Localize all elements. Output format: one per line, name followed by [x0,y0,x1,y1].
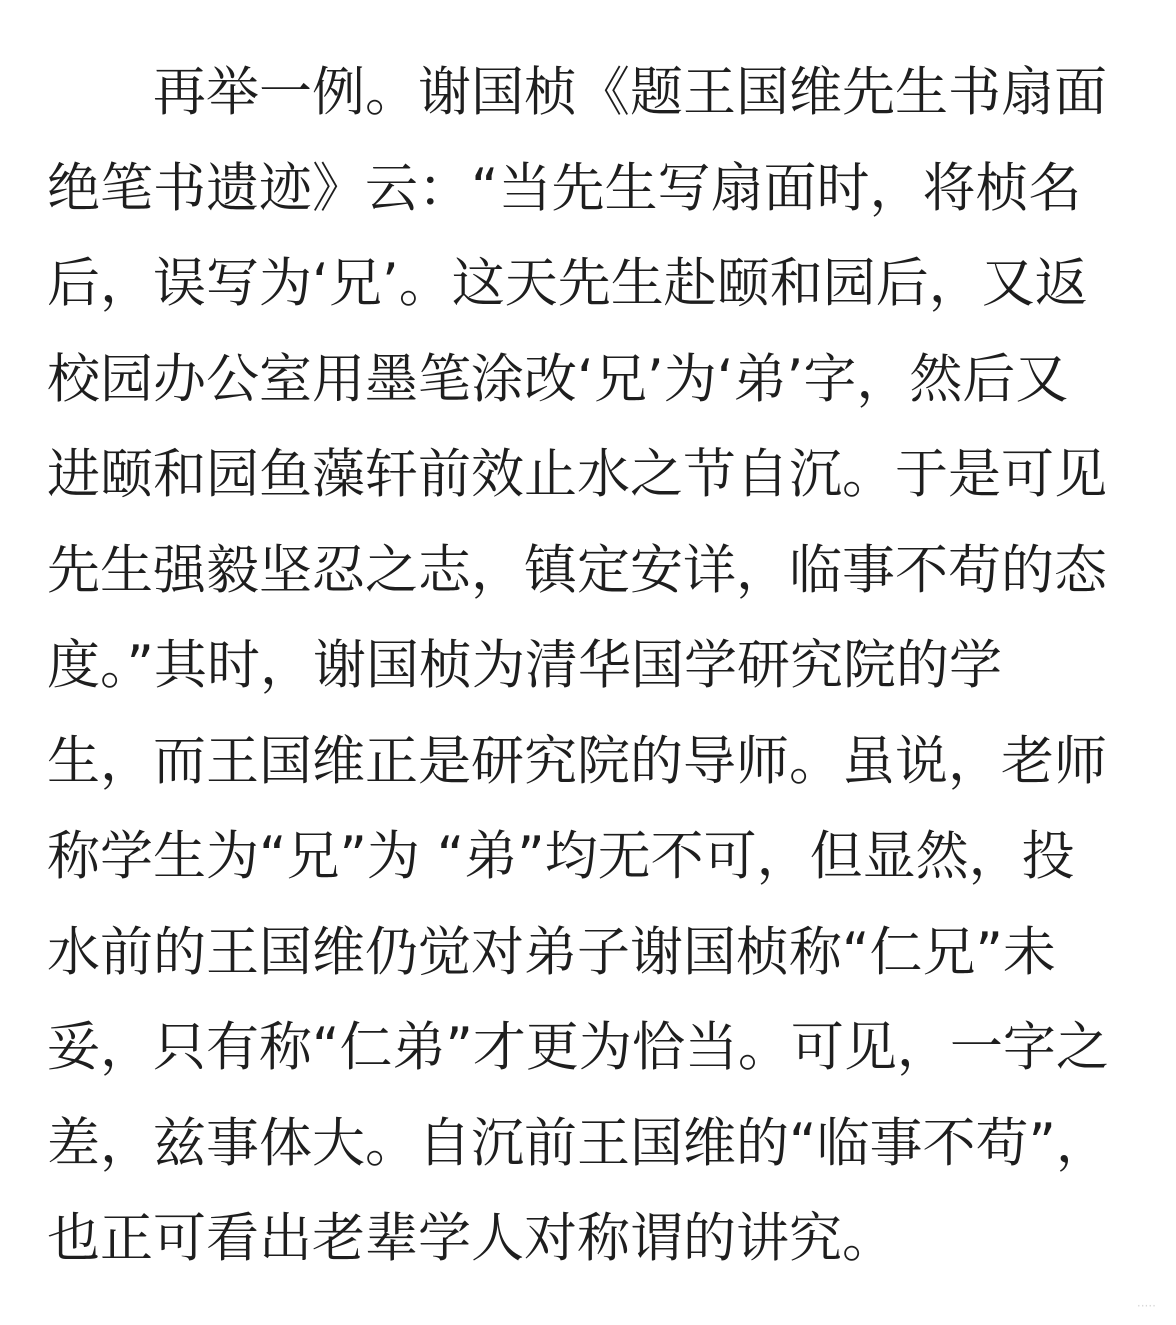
text-line-2: 绝笔书遗迹》云：“当先生写扇面时，将桢名 [47,157,1082,219]
article-body [47,62,1132,1304]
text-line-7: 度。”其时，谢国桢为清华国学研究院的学 [47,635,1002,696]
text-line-13: 也正可看出老辈学人对称谓的讲究。 [47,1208,895,1269]
text-line-3: 后，误写为‘兄’。这天先生赴颐和园后，又返 [47,253,1088,314]
text-line-10: 水前的王国维仍觉对弟子谢国桢称“仁兄”未 [47,921,1056,983]
text-line-8: 生，而王国维正是研究院的导师。虽说，老师 [47,730,1107,792]
text-line-11: 妥，只有称“仁弟”才更为恰当。可见，一字之 [47,1017,1109,1078]
text-line-5: 进颐和园鱼藻轩前效止水之节自沉。于是可见 [47,444,1107,505]
text-line-4: 校园办公室用墨笔涂改‘兄’为‘弟’字，然后又 [47,348,1069,410]
text-line-12: 差，兹事体大。自沉前王国维的“临事不苟”， [47,1112,1109,1174]
watermark: ····· [1136,1299,1156,1313]
text-line-9: 称学生为“兄”为 “弟”均无不可，但显然，投 [47,826,1075,887]
text-line-6: 先生强毅坚忍之志，镇定安详，临事不苟的态 [47,539,1107,601]
text-line-1: 再举一例。谢国桢《题王国维先生书扇面 [153,62,1107,123]
